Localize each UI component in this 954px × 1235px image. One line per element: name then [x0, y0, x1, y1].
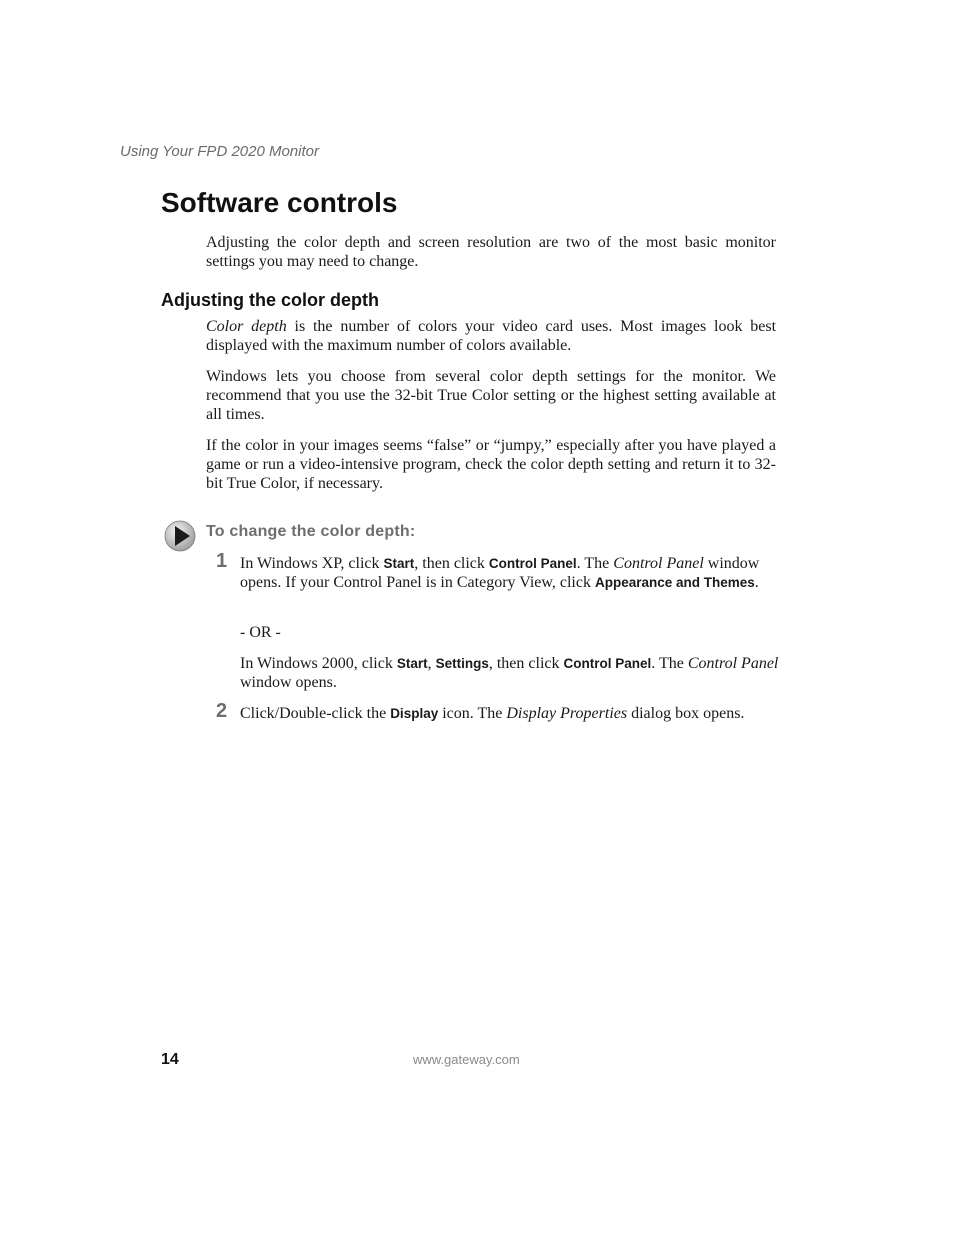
or-separator: - OR - — [240, 624, 281, 641]
ui-settings: Settings — [435, 656, 489, 671]
windows-settings-paragraph: Windows lets you choose from several color depth settings for the monitor. We recommend that you use the 32-bit True Color setting or the highest setting available at all times. — [206, 368, 776, 423]
term-control-panel: Control Panel — [613, 555, 704, 572]
ui-start: Start — [383, 556, 415, 571]
page-number: 14 — [161, 1051, 179, 1068]
ui-start: Start — [396, 656, 428, 671]
step-2-text: Click/Double-click the Display icon. The Display Properties dialog box opens. — [240, 705, 745, 722]
intro-paragraph: Adjusting the color depth and screen resolution are two of the most basic monitor settings you may need to change. — [206, 234, 776, 270]
ui-appearance-and-themes: Appearance and Themes — [594, 575, 755, 590]
false-color-paragraph: If the color in your images seems “false” or “jumpy,” especially after you have played a game or run a video-intensive program, check the color depth setting and return it to 32-bit True Color, if necessary. — [206, 437, 776, 492]
footer-url: www.gateway.com — [413, 1052, 520, 1067]
ui-control-panel: Control Panel — [488, 556, 577, 571]
step-1-text: In Windows XP, click Start, then click Control Panel. The Control Panel window opens. If your Control Panel is in Category View, click Appearance and Themes. — [240, 555, 760, 591]
running-header: Using Your FPD 2020 Monitor — [120, 143, 319, 160]
page-title: Software controls — [161, 187, 398, 218]
ui-control-panel: Control Panel — [563, 656, 652, 671]
color-depth-paragraph — [206, 317, 776, 355]
ui-display: Display — [390, 706, 439, 721]
term-display-properties: Display Properties — [506, 705, 628, 722]
paragraph-text: is the number of colors your video card uses. Most images look best displayed with the maximum number of colors available. — [206, 318, 777, 354]
term-color-depth: Color depth — [206, 318, 287, 335]
section-heading: Adjusting the color depth — [161, 290, 379, 310]
term-control-panel: Control Panel — [687, 655, 779, 672]
step-number: 2 — [216, 700, 228, 722]
play-arrow-icon — [164, 520, 196, 552]
step-number: 1 — [216, 550, 228, 572]
procedure-heading: To change the color depth: — [206, 523, 416, 540]
step-1-alt-text: In Windows 2000, click Start, Settings, then click Control Panel. The Control Panel window opens. — [240, 655, 779, 691]
